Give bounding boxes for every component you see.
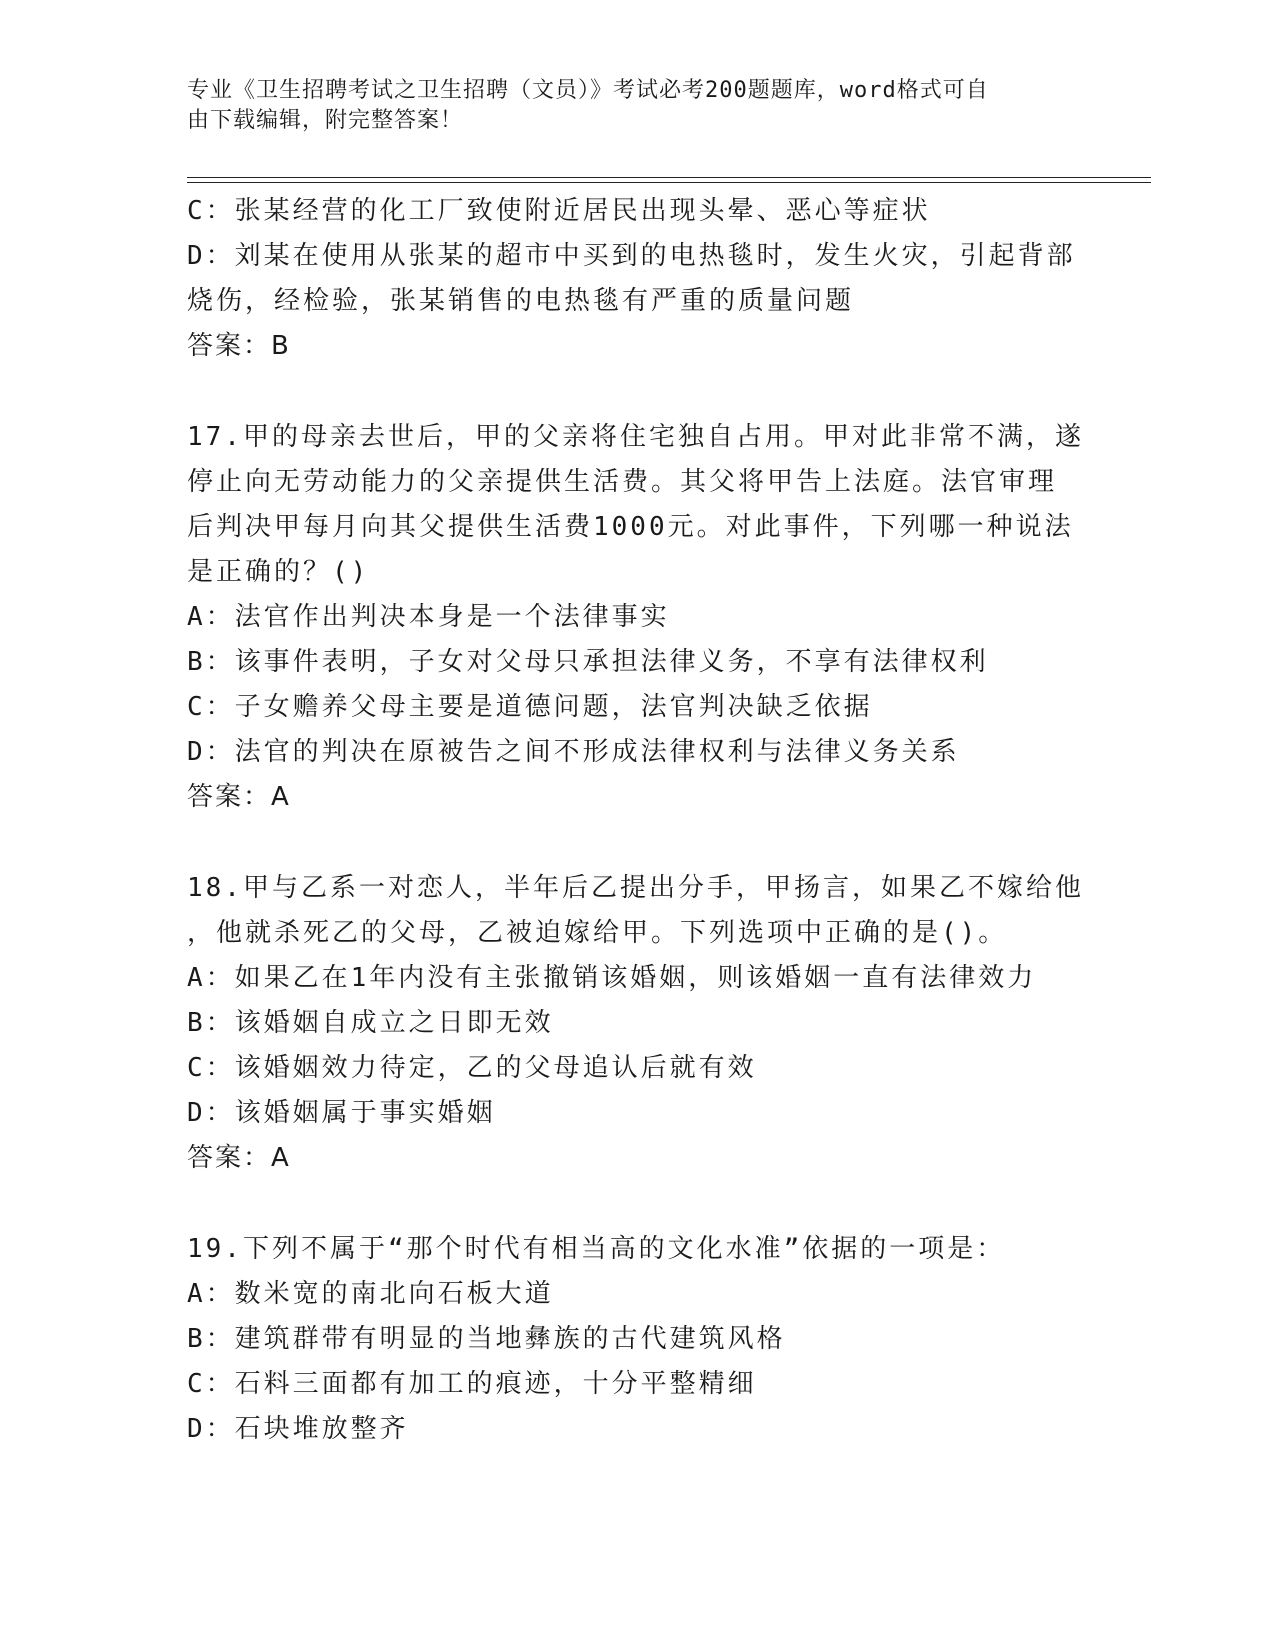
question-stem: 19.下列不属于“那个时代有相当高的文化水准”依据的一项是：: [187, 1234, 1006, 1264]
option-d-continued: 烧伤，经检验，张某销售的电热毯有严重的质量问题: [187, 286, 855, 316]
header-line-1: 专业《卫生招聘考试之卫生招聘（文员）》考试必考200题题库，word格式可自: [187, 78, 989, 103]
answer: 答案：A: [187, 782, 291, 812]
answer: 答案：B: [187, 331, 291, 361]
option-c: C：张某经营的化工厂致使附近居民出现头晕、恶心等症状: [187, 196, 931, 226]
question-stem-continued: 后判决甲每月向其父提供生活费1000元。对此事件，下列哪一种说法: [187, 512, 1074, 542]
option-c: C：石料三面都有加工的痕迹，十分平整精细: [187, 1369, 757, 1399]
option-a: A：法官作出判决本身是一个法律事实: [187, 602, 670, 632]
question-16-tail: [187, 189, 1087, 369]
question-stem-continued: ，他就杀死乙的父母，乙被迫嫁给甲。下列选项中正确的是()。: [187, 918, 1008, 948]
option-b: B：该婚姻自成立之日即无效: [187, 1008, 554, 1038]
question-list: [187, 189, 1087, 1452]
document-header: [187, 76, 1067, 136]
option-a: A：如果乙在1年内没有主张撤销该婚姻，则该婚姻一直有法律效力: [187, 963, 1037, 993]
question-stem: 18.甲与乙系一对恋人，半年后乙提出分手，甲扬言，如果乙不嫁给他: [187, 873, 1084, 903]
option-a: A：数米宽的南北向石板大道: [187, 1279, 554, 1309]
option-d: D：法官的判决在原被告之间不形成法律权利与法律义务关系: [187, 737, 960, 767]
option-d: D：石块堆放整齐: [187, 1414, 409, 1444]
header-divider-bottom: [187, 182, 1151, 183]
option-d: D：刘某在使用从张某的超市中买到的电热毯时，发生火灾，引起背部: [187, 241, 1076, 271]
header-line-2: 由下载编辑，附完整答案！: [187, 108, 464, 133]
question-17: [187, 415, 1087, 820]
option-b: B：建筑群带有明显的当地彝族的古代建筑风格: [187, 1324, 786, 1354]
question-19: [187, 1227, 1087, 1452]
question-stem: 17.甲的母亲去世后，甲的父亲将住宅独自占用。甲对此非常不满，遂: [187, 422, 1084, 452]
option-c: C：子女赡养父母主要是道德问题，法官判决缺乏依据: [187, 692, 873, 722]
question-stem-continued: 停止向无劳动能力的父亲提供生活费。其父将甲告上法庭。法官审理: [187, 467, 1058, 497]
question-stem-continued: 是正确的？(): [187, 557, 370, 587]
option-b: B：该事件表明，子女对父母只承担法律义务，不享有法律权利: [187, 647, 989, 677]
option-c: C：该婚姻效力待定，乙的父母追认后就有效: [187, 1053, 757, 1083]
question-18: [187, 866, 1087, 1181]
header-divider-top: [187, 177, 1151, 178]
option-d: D：该婚姻属于事实婚姻: [187, 1098, 496, 1128]
answer: 答案：A: [187, 1143, 291, 1173]
